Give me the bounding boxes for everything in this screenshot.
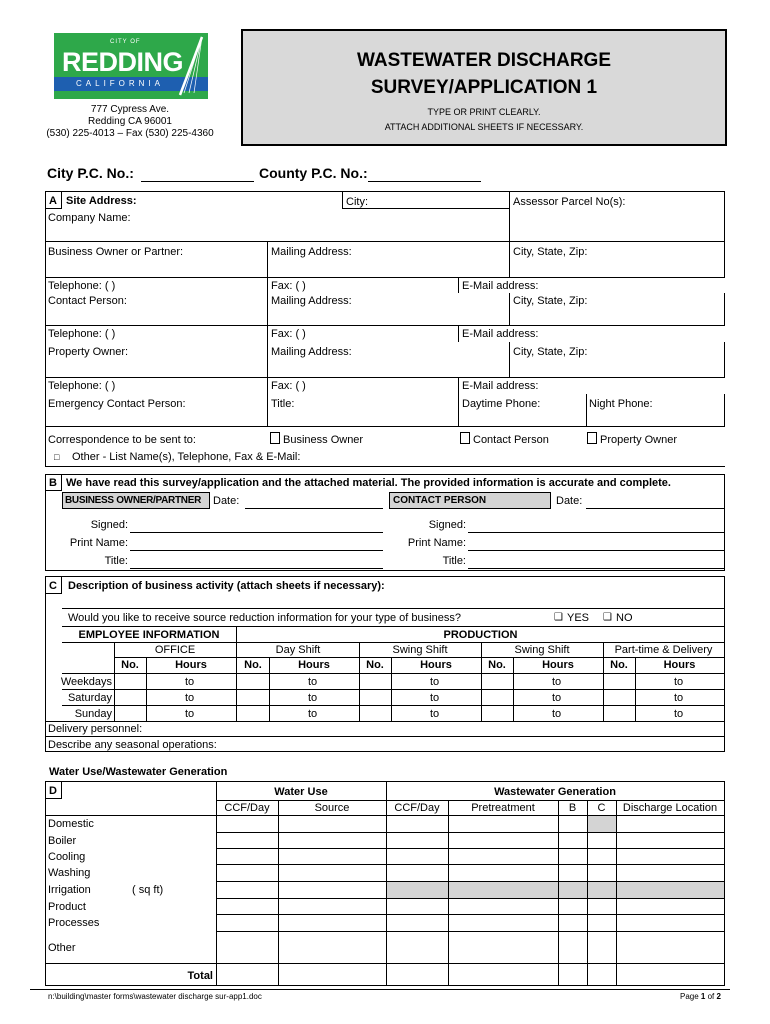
property-fax-label: Fax: ( ) xyxy=(271,380,306,392)
owner-mailing-label: Mailing Address: xyxy=(271,246,352,258)
property-owner-option: Property Owner xyxy=(600,434,678,446)
owner-signed-field[interactable] xyxy=(130,532,383,533)
file-path: n:\building\master forms\wastewater discharge sur-app1.doc xyxy=(48,992,262,1001)
contact-city-state-zip-label: City, State, Zip: xyxy=(513,295,588,307)
page-total: 2 xyxy=(716,992,721,1001)
city-logo xyxy=(54,33,208,99)
assessor-parcel-label: Assessor Parcel No(s): xyxy=(513,196,626,208)
instruction-line-2: ATTACH ADDITIONAL SHEETS IF NECESSARY. xyxy=(384,122,584,132)
business-owner-option: Business Owner xyxy=(283,434,364,446)
wastewater-ccf-header: CCF/Day xyxy=(394,802,440,814)
to: to xyxy=(308,676,318,688)
night-phone-label: Night Phone: xyxy=(589,398,653,410)
owner-signed-label: Signed: xyxy=(90,519,128,531)
no-checkbox[interactable]: ❑ xyxy=(603,612,612,623)
site-city-label: City: xyxy=(346,196,368,208)
owner-title-label: Title: xyxy=(104,555,128,567)
business-owner-checkbox[interactable] xyxy=(270,432,280,444)
section-a-letter: A xyxy=(49,195,57,207)
day-hours-header: Hours xyxy=(298,659,330,671)
to: to xyxy=(674,676,684,688)
page-prefix: Page xyxy=(680,992,701,1001)
county-pc-field[interactable] xyxy=(368,181,481,182)
seasonal-operations-label: Describe any seasonal operations: xyxy=(48,739,217,751)
address-line-3: (530) 225-4013 – Fax (530) 225-4360 xyxy=(46,128,214,139)
parttime-no-header: No. xyxy=(610,659,628,671)
contact-signed-field[interactable] xyxy=(468,532,724,533)
business-owner-partner-header: BUSINESS OWNER/PARTNER xyxy=(62,492,210,509)
row-washing: Washing xyxy=(48,867,91,879)
business-owner-label: Business Owner or Partner: xyxy=(48,246,184,258)
swing1-no-header: No. xyxy=(366,659,384,671)
row-domestic: Domestic xyxy=(48,818,94,830)
group-swing-shift-2: Swing Shift xyxy=(514,644,570,656)
city-pc-field[interactable] xyxy=(141,181,254,182)
contact-person-label: Contact Person: xyxy=(48,295,127,307)
section-d-letter: D xyxy=(49,785,57,797)
business-description-label: Description of business activity (attach sheets if necessary): xyxy=(68,580,385,592)
contact-person-header: CONTACT PERSON xyxy=(389,492,551,509)
contact-fax-label: Fax: ( ) xyxy=(271,328,306,340)
row-irrigation: Irrigation xyxy=(48,884,91,896)
to: to xyxy=(308,692,318,704)
city-pc-label: City P.C. No.: xyxy=(47,165,134,181)
property-mailing-label: Mailing Address: xyxy=(271,346,352,358)
row-sunday: Sunday xyxy=(74,708,112,720)
to: to xyxy=(185,692,195,704)
yes-checkbox[interactable]: ❑ xyxy=(554,612,563,623)
c-header: C xyxy=(597,802,606,814)
page-of: of xyxy=(705,992,717,1001)
owner-telephone-label: Telephone: ( ) xyxy=(48,280,116,292)
pretreatment-header: Pretreatment xyxy=(471,802,535,814)
production-header: PRODUCTION xyxy=(443,629,518,641)
source-header: Source xyxy=(314,802,350,814)
logo-name: REDDING xyxy=(62,47,184,77)
contact-print-name-label: Print Name: xyxy=(407,537,466,549)
address-line-1: 777 Cypress Ave. xyxy=(90,104,170,115)
contact-print-name-field[interactable] xyxy=(468,550,724,551)
page-number: 1 xyxy=(700,992,706,1001)
sundial-bridge-icon xyxy=(172,33,208,99)
swing2-hours-header: Hours xyxy=(542,659,574,671)
office-hours-header: Hours xyxy=(175,659,207,671)
other-label: Other - List Name(s), Telephone, Fax & E-Mail: xyxy=(72,451,301,463)
total-label: Total xyxy=(187,970,213,982)
to: to xyxy=(674,708,684,720)
section-b-letter: B xyxy=(49,477,57,489)
group-part-time-delivery: Part-time & Delivery xyxy=(614,644,713,656)
contact-signed-label: Signed: xyxy=(428,519,466,531)
yes-label: YES xyxy=(567,612,590,624)
contact-date-label: Date: xyxy=(556,495,583,507)
office-no-header: No. xyxy=(121,659,139,671)
row-boiler: Boiler xyxy=(48,835,77,847)
delivery-personnel-label: Delivery personnel: xyxy=(48,723,143,735)
logo-state: CALIFORNIA xyxy=(76,79,165,88)
contact-person-checkbox[interactable] xyxy=(460,432,470,444)
logo-city-of: CITY OF xyxy=(110,39,141,45)
source-reduction-question: Would you like to receive source reduction information for your type of business? xyxy=(68,612,461,624)
business-description-field[interactable] xyxy=(62,608,724,609)
parttime-hours-header: Hours xyxy=(663,659,696,671)
form-title-line-1: WASTEWATER DISCHARGE xyxy=(356,50,612,71)
section-c-letter: C xyxy=(49,580,57,592)
contact-mailing-label: Mailing Address: xyxy=(271,295,352,307)
no-label: NO xyxy=(616,612,633,624)
property-city-state-zip-label: City, State, Zip: xyxy=(513,346,588,358)
certification-statement: We have read this survey/application and the attached material. The provided information is accurate and complete. xyxy=(66,477,671,489)
group-swing-shift-1: Swing Shift xyxy=(392,644,448,656)
property-email-label: E-Mail address: xyxy=(462,380,539,392)
instruction-line-1: TYPE OR PRINT CLEARLY. xyxy=(427,107,541,117)
group-day-shift: Day Shift xyxy=(275,644,321,656)
page-indicator xyxy=(680,993,721,1001)
correspondence-label: Correspondence to be sent to: xyxy=(48,434,196,446)
to: to xyxy=(552,692,562,704)
water-ccf-header: CCF/Day xyxy=(224,802,270,814)
other-checkbox[interactable]: □ xyxy=(54,452,60,462)
water-use-header: Water Use xyxy=(274,786,328,798)
row-processes: Processes xyxy=(48,917,100,929)
row-saturday: Saturday xyxy=(67,692,112,704)
group-office: OFFICE xyxy=(154,644,196,656)
discharge-location-header: Discharge Location xyxy=(622,802,718,814)
wastewater-generation-header: Wastewater Generation xyxy=(494,786,616,798)
contact-telephone-label: Telephone: ( ) xyxy=(48,328,116,340)
irrigation-sqft: ( sq ft) xyxy=(132,884,164,896)
b-header: B xyxy=(568,802,577,814)
daytime-phone-label: Daytime Phone: xyxy=(462,398,541,410)
owner-email-label: E-Mail address: xyxy=(462,280,539,292)
to: to xyxy=(552,708,562,720)
property-owner-checkbox[interactable] xyxy=(587,432,597,444)
property-owner-label: Property Owner: xyxy=(48,346,129,358)
owner-date-label: Date: xyxy=(213,495,240,507)
title-box xyxy=(241,29,727,146)
contact-title-label: Title: xyxy=(442,555,466,567)
company-name-label: Company Name: xyxy=(48,212,131,224)
shaded-cell xyxy=(587,815,616,832)
owner-print-name-label: Print Name: xyxy=(69,537,128,549)
to: to xyxy=(552,676,562,688)
to: to xyxy=(185,676,195,688)
to: to xyxy=(674,692,684,704)
address-line-2: Redding CA 96001 xyxy=(88,116,172,127)
property-telephone-label: Telephone: ( ) xyxy=(48,380,116,392)
contact-email-label: E-Mail address: xyxy=(462,328,539,340)
row-weekdays: Weekdays xyxy=(60,676,112,688)
contact-person-option: Contact Person xyxy=(473,434,549,446)
contact-title-field[interactable] xyxy=(468,568,724,569)
emergency-title-label: Title: xyxy=(271,398,295,410)
owner-city-state-zip-label: City, State, Zip: xyxy=(513,246,588,258)
to: to xyxy=(185,708,195,720)
row-product: Product xyxy=(48,901,86,913)
day-no-header: No. xyxy=(244,659,262,671)
owner-print-name-field[interactable] xyxy=(130,550,383,551)
to: to xyxy=(308,708,318,720)
to: to xyxy=(430,708,440,720)
owner-fax-label: Fax: ( ) xyxy=(271,280,306,292)
owner-title-field[interactable] xyxy=(130,568,383,569)
row-cooling: Cooling xyxy=(48,851,86,863)
employee-information-header: EMPLOYEE INFORMATION xyxy=(78,629,220,641)
site-address-label: Site Address: xyxy=(66,195,137,207)
section-d-heading: Water Use/Wastewater Generation xyxy=(49,766,228,778)
swing1-hours-header: Hours xyxy=(420,659,452,671)
shaded-cell xyxy=(386,881,724,898)
row-other: Other xyxy=(48,942,76,954)
to: to xyxy=(430,692,440,704)
swing2-no-header: No. xyxy=(488,659,506,671)
to: to xyxy=(430,676,440,688)
county-pc-label: County P.C. No.: xyxy=(259,165,368,181)
form-title-line-2: SURVEY/APPLICATION 1 xyxy=(370,77,598,98)
emergency-contact-label: Emergency Contact Person: xyxy=(48,398,186,410)
